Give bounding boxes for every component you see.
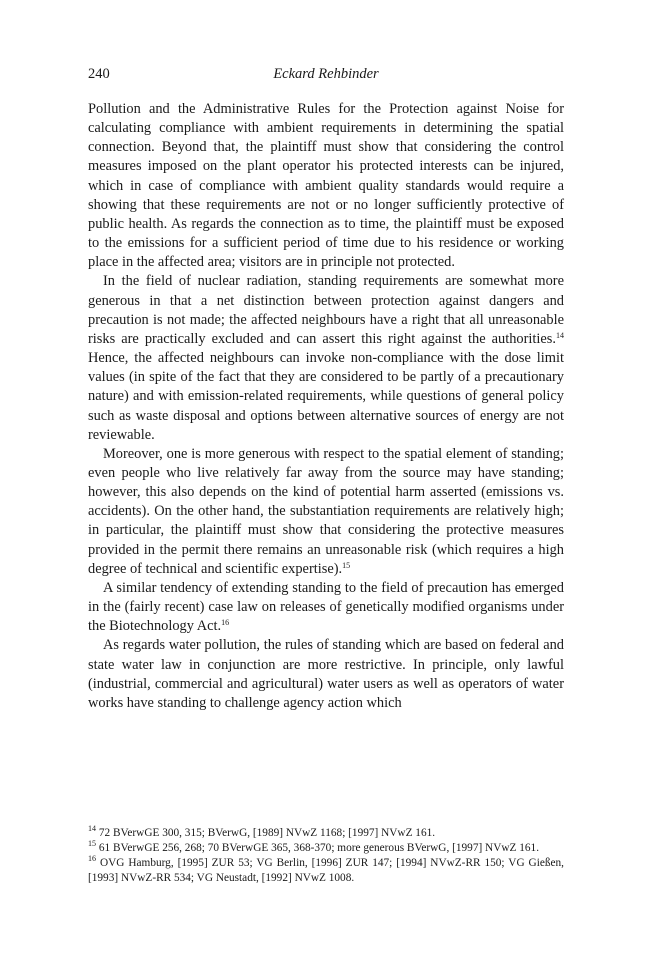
paragraph-text: In the field of nuclear radiation, standing requirements are somewhat more generous in that a net distinction between protection against dangers and precaution is not made; the affected neighbours have a right that all unreasonable risks are practically excluded and can assert this right against the authorities.	[88, 273, 564, 347]
footnote-ref[interactable]: 14	[556, 330, 564, 340]
footnote	[88, 856, 564, 886]
page-header	[88, 66, 564, 86]
paragraph-text: Moreover, one is more generous with respect to the spatial element of standing; even people who live relatively far away from the source may have standing; however, this also depends on the kind of potential harm asserted (emissions vs. accidents). On the other hand, the substantiation requirements are relatively high; in particular, the plaintiff must show that considering the protective measures provided in the permit there remains an unreasonable risk (which requires a high degree of technical and scientific expertise).	[88, 445, 564, 577]
body-text	[88, 100, 564, 713]
footnote-number: 15	[88, 839, 96, 848]
paragraph-text: As regards water pollution, the rules of standing which are based on federal and state water law in conjunction are more restrictive. In principle, only lawful (industrial, commercial and agricultural) water users as well as operators of water works have standing to challenge agency action which	[88, 637, 564, 711]
footnote-number: 16	[88, 854, 96, 863]
paragraph-text-continued: Hence, the affected neighbours can invoke non-compliance with the dose limit values (in spite of the fact that they are considered to be partly of a precautionary nature) and with emission-related requirements, while questions of general policy such as waste disposal and options between alternative sources of energy are not reviewable.	[88, 350, 564, 443]
page-number: 240	[88, 66, 110, 82]
paragraph	[88, 579, 564, 636]
footnote-text: 72 BVerwGE 300, 315; BVerwG, [1989] NVwZ 1168; [1997] NVwZ 161.	[96, 827, 436, 839]
footnote	[88, 841, 564, 856]
footnote-ref[interactable]: 15	[342, 560, 351, 570]
paragraph	[88, 272, 564, 444]
paragraph-text: Pollution and the Administrative Rules for the Protection against Noise for calculating compliance with ambient requirements in determining the spatial connection. Beyond that, the plaintiff must show that considering the control measures imposed on the plant operator his protected interests can be injured, which in case of compliance with ambient quality standards would require a showing that these requirements are not or no longer sufficiently protective of public health. As regards the connection as to time, the plaintiff must be exposed to the emissions for a sufficient period of time due to his residence or working place in the affected area; visitors are in principle not protected.	[88, 101, 564, 271]
footnote-text: 61 BVerwGE 256, 268; 70 BVerwGE 365, 368-370; more generous BVerwG, [1997] NVwZ 161.	[96, 842, 540, 854]
paragraph	[88, 100, 564, 272]
paragraph-text: A similar tendency of extending standing to the field of precaution has emerged in the (fairly recent) case law on releases of genetically modified organisms under the Biotechnology Act.	[88, 579, 564, 635]
footnote-number: 14	[88, 824, 96, 833]
footnote	[88, 826, 564, 841]
footnote-text: OVG Hamburg, [1995] ZUR 53; VG Berlin, [1996] ZUR 147; [1994] NVwZ-RR 150; VG Gießen, [1993] NVwZ-RR 534; VG Neustadt, [1992] NVwZ 1008.	[88, 857, 564, 884]
running-head: Eckard Rehbinder	[273, 66, 379, 82]
footnote-ref[interactable]: 16	[221, 618, 230, 628]
paragraph	[88, 445, 564, 579]
paragraph	[88, 636, 564, 713]
footnotes	[88, 826, 564, 886]
